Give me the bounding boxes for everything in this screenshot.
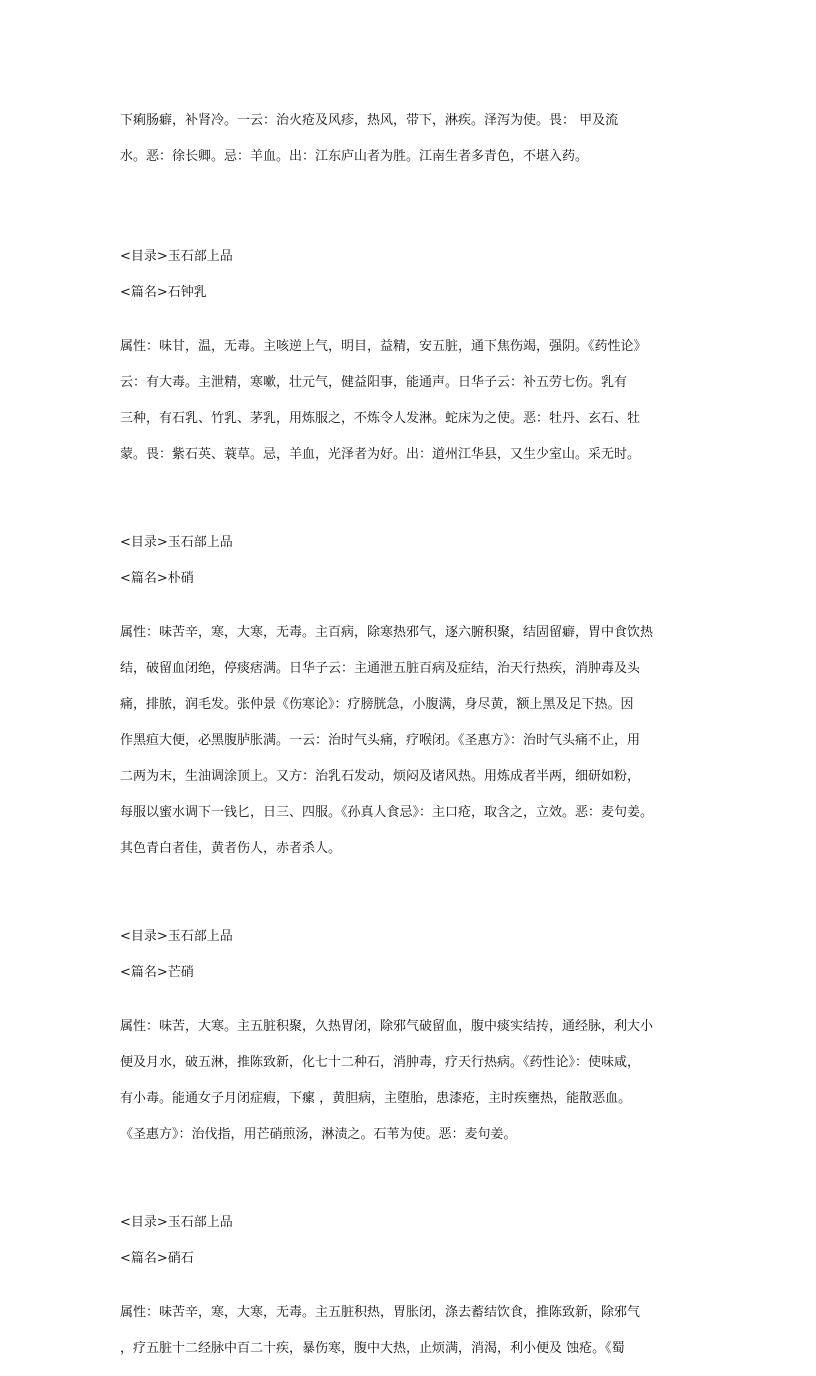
text-line: 蒙。畏：紫石英、蓑草。忌，羊血，光泽者为好。出：道州江华县，又生少室山。采无时。	[120, 447, 641, 462]
entry-title: <篇名>朴硝	[120, 571, 194, 586]
text-line: 属性：味苦，大寒。主五脏积聚，久热胃闭，除邪气破留血，腹中痰实结抟，通经脉，利大小	[120, 1019, 654, 1034]
text-line: 二两为末，生油调涂顶上。又方：治乳石发动，烦闷及诸风热。用炼成者半两，细研如粉，	[120, 769, 641, 784]
catalog-label: <目录>玉石部上品	[120, 1215, 233, 1230]
text-line: ，疗五脏十二经脉中百二十疾，暴伤寒，腹中大热，止烦满，消渴，利小便及 蚀疮。《蜀	[120, 1341, 625, 1356]
text-line: 作黑疸大便，必黑腹胪胀满。一云：治时气头痛，疗喉闭。《圣惠方》：治时气头痛不止，用	[120, 733, 641, 748]
text-line: 云：有大毒。主泄精，寒嗽，壮元气，健益阳事，能通声。日华子云：补五劳七伤。乳有	[120, 375, 628, 390]
text-line: 水。恶：徐长卿。忌：羊血。出：江东庐山者为胜。江南生者多青色，不堪入药。	[120, 149, 589, 164]
intro-paragraph	[120, 94, 700, 184]
text-line: 属性：味甘，温，无毒。主咳逆上气，明目，益精，安五脏，通下焦伤竭，强阴。《药性论》	[120, 339, 647, 354]
entry-puxiao	[120, 534, 700, 876]
entry-body	[120, 1000, 700, 1162]
catalog-label: <目录>玉石部上品	[120, 929, 233, 944]
entry-title: <篇名>硝石	[120, 1251, 194, 1266]
text-line: 属性：味苦辛，寒，大寒，无毒。主百病，除寒热邪气，逐六腑积聚，结固留癖，胃中食饮热	[120, 625, 654, 640]
text-line: 属性：味苦辛，寒，大寒，无毒。主五脏积热，胃胀闭，涤去蓄结饮食，推陈致新，除邪气	[120, 1305, 641, 1320]
entry-xiaoshi	[120, 1214, 700, 1376]
catalog-label: <目录>玉石部上品	[120, 249, 233, 264]
text-line: 《圣惠方》：治伐指，用芒硝煎汤，淋渍之。石苇为使。恶：麦句姜。	[120, 1127, 517, 1142]
catalog-label: <目录>玉石部上品	[120, 535, 233, 550]
text-line: 痛，排脓，润毛发。张仲景《伤寒论》：疗膀胱急，小腹满，身尽黄，额上黑及足下热。因	[120, 697, 634, 712]
text-line: 每服以蜜水调下一钱匕，日三、四服。《孙真人食忌》：主口疮，取含之，立效。恶：麦句姜。	[120, 805, 654, 820]
entry-title: <篇名>石钟乳	[120, 285, 207, 300]
entry-mangxiao	[120, 928, 700, 1162]
text-line: 三种，有石乳、竹乳、茅乳，用炼服之，不炼令人发淋。蛇床为之使。恶：牡丹、玄石、牡	[120, 411, 641, 426]
text-line: 下痢肠癖，补肾冷。一云：治火疮及风疹，热风，带下，淋疾。泽泻为使。畏： 甲及流	[120, 113, 619, 128]
document-page	[120, 94, 700, 1376]
entry-body	[120, 606, 700, 876]
text-line: 结，破留血闭绝，停痰痞满。日华子云：主通泄五脏百病及症结，治天行热疾，消肿毒及头	[120, 661, 641, 676]
text-line: 其色青白者佳，黄者伤人，赤者杀人。	[120, 841, 342, 856]
text-line: 有小毒。能通女子月闭症瘕，下瘰 ，黄胆病，主堕胎，患漆疮，主时疾壅热，能散恶血。	[120, 1091, 632, 1106]
entry-title: <篇名>芒硝	[120, 965, 194, 980]
text-line: 便及月水，破五淋，推陈致新，化七十二种石，消肿毒，疗天行热病。《药性论》：使味咸，	[120, 1055, 641, 1070]
entry-shizhongru	[120, 248, 700, 482]
entry-body	[120, 320, 700, 482]
entry-body	[120, 1286, 700, 1376]
